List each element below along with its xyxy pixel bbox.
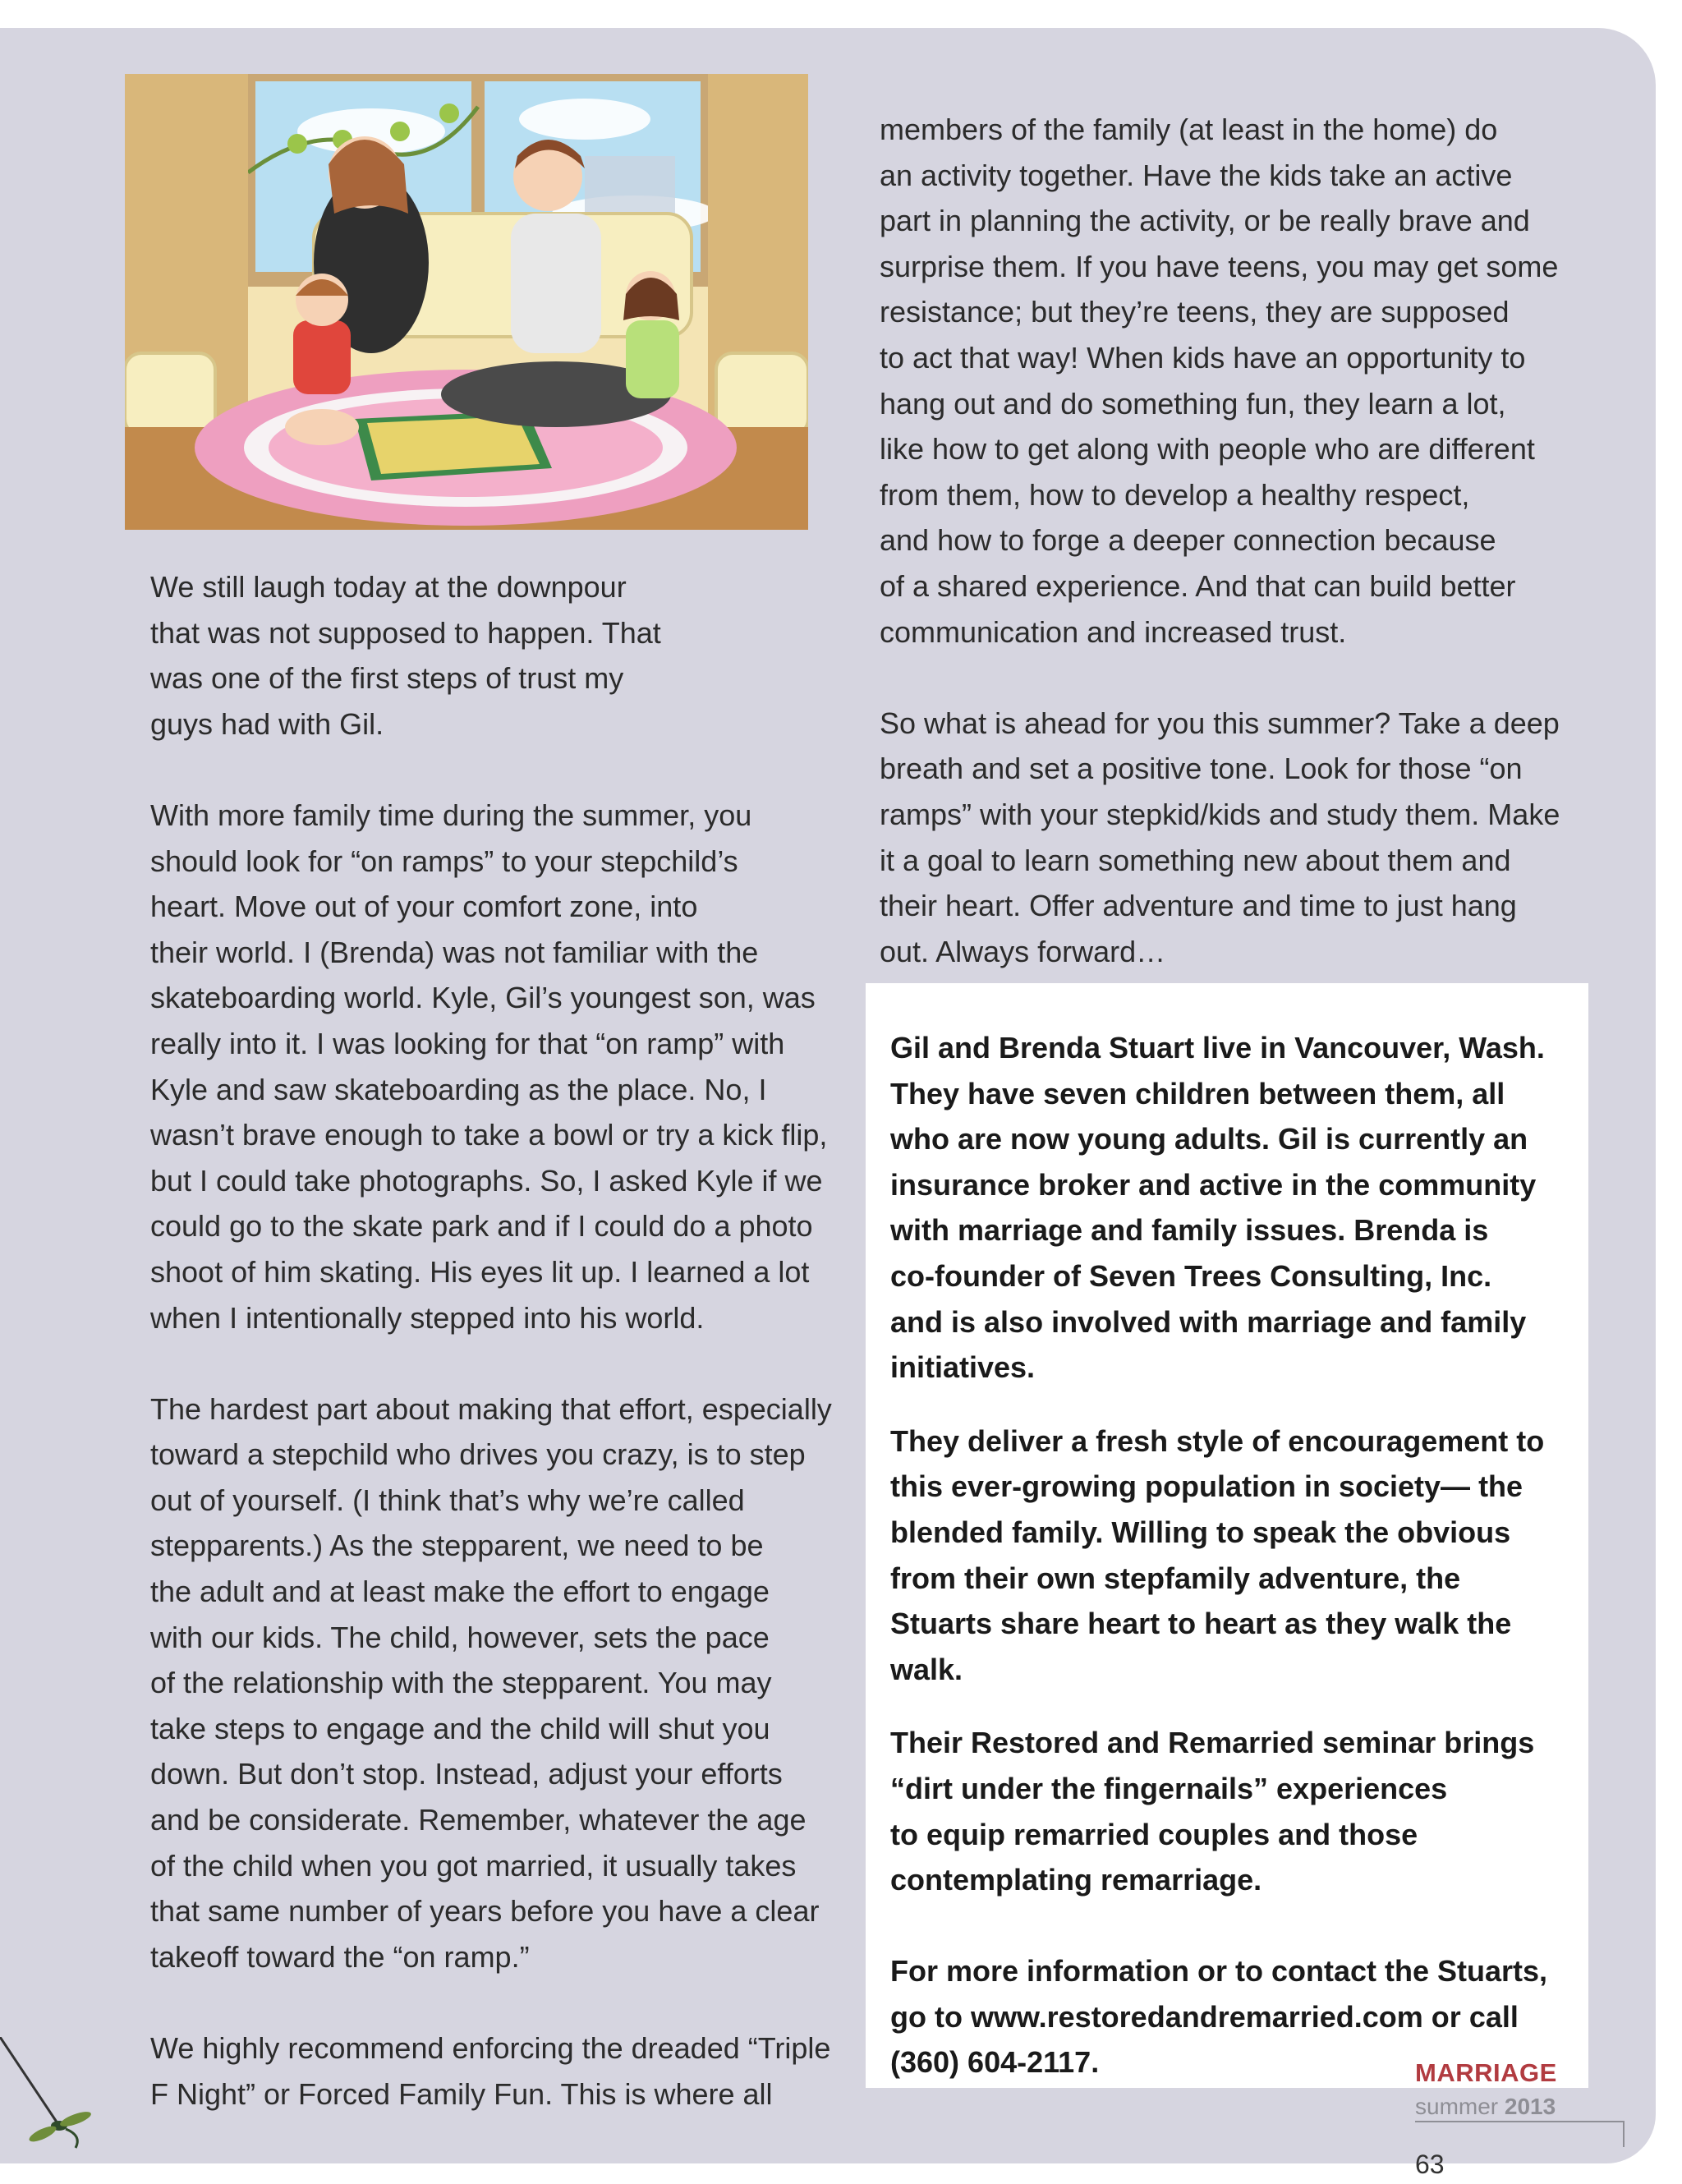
left-column bbox=[150, 564, 857, 2117]
left-para-2-line-3: heart. Move out of your comfort zone, into bbox=[150, 890, 698, 924]
bio-contact-line-1: For more information or to contact the Stuarts, bbox=[890, 1954, 1548, 1989]
bio-para-3-line-1: Their Restored and Remarried seminar brings bbox=[890, 1726, 1535, 1760]
right-para-2-line-4: it a goal to learn something new about them and bbox=[880, 843, 1511, 877]
bio-para-2-line-2: this ever-growing population in society— the bbox=[890, 1469, 1523, 1504]
bio-para-2-line-5: Stuarts share heart to heart as they walk the bbox=[890, 1607, 1512, 1641]
bio-para-3-line-3: to equip remarried couples and those bbox=[890, 1817, 1418, 1851]
paragraph-gap bbox=[890, 1903, 1588, 1949]
left-para-2-line-1: With more family time during the summer, you bbox=[150, 798, 752, 832]
bio-contact-line-2: go to www.restoredandremarried.com or call bbox=[890, 1999, 1519, 2034]
page-folio bbox=[1415, 2058, 1629, 2121]
page-number: 63 bbox=[1415, 2150, 1445, 2179]
dragonfly-icon bbox=[0, 2037, 115, 2160]
right-para-2-line-5: their heart. Offer adventure and time to just hang bbox=[880, 889, 1517, 923]
right-para-1-line-1: members of the family (at least in the home) do bbox=[880, 113, 1498, 146]
left-para-3-line-10: and be considerate. Remember, whatever the age bbox=[150, 1803, 807, 1837]
bio-para-2-line-1: They deliver a fresh style of encouragement to bbox=[890, 1423, 1545, 1458]
paragraph-gap bbox=[890, 1391, 1588, 1418]
left-para-4-line-2: F Night” or Forced Family Fun. This is where all bbox=[150, 2076, 773, 2111]
right-para-1-line-3: part in planning the activity, or be really brave and bbox=[880, 204, 1530, 238]
bio-para-2-line-6: walk. bbox=[890, 1652, 963, 1686]
bio-contact-line-3: (360) 604-2117. bbox=[890, 2045, 1100, 2080]
left-para-4-line-1: We highly recommend enforcing the dreaded “Triple bbox=[150, 2031, 831, 2065]
family-board-game-illustration bbox=[125, 74, 808, 530]
right-para-2-line-6: out. Always forward… bbox=[880, 934, 1166, 968]
bio-para-1-line-2: They have seven children between them, all bbox=[890, 1076, 1505, 1110]
bio-para-1-line-8: initiatives. bbox=[890, 1350, 1036, 1385]
left-para-2-line-11: shoot of him skating. His eyes lit up. I learned a lot bbox=[150, 1254, 810, 1289]
bio-para-3-line-4: contemplating remarriage. bbox=[890, 1863, 1262, 1897]
left-para-3-line-5: the adult and at least make the effort to engage bbox=[150, 1575, 770, 1609]
right-para-1-line-12: communication and increased trust. bbox=[880, 614, 1347, 649]
left-para-2-line-8: wasn’t brave enough to take a bowl or try a kick flip, bbox=[150, 1118, 828, 1152]
right-para-1-line-5: resistance; but they’re teens, they are supposed bbox=[880, 295, 1510, 329]
folio-rule-tick bbox=[1623, 2121, 1625, 2147]
bio-para-1-line-5: with marriage and family issues. Brenda is bbox=[890, 1213, 1489, 1248]
right-para-2-line-2: breath and set a positive tone. Look for those “on bbox=[880, 752, 1523, 786]
left-para-3-line-13: takeoff toward the “on ramp.” bbox=[150, 1939, 530, 1974]
bio-para-1-line-1: Gil and Brenda Stuart live in Vancouver, Wash. bbox=[890, 1031, 1545, 1064]
left-para-2-line-2: should look for “on ramps” to your stepchild’s bbox=[150, 844, 738, 878]
left-para-1-line-1: We still laugh today at the downpour bbox=[150, 570, 627, 604]
right-para-1-line-9: from them, how to develop a healthy respect, bbox=[880, 477, 1470, 512]
issue-year: 2013 bbox=[1504, 2094, 1556, 2119]
paragraph-gap bbox=[150, 747, 857, 793]
left-para-3-line-8: take steps to engage and the child will shut you bbox=[150, 1711, 770, 1745]
left-para-3-line-9: down. But don’t stop. Instead, adjust your efforts bbox=[150, 1757, 783, 1791]
right-para-1-line-4: surprise them. If you have teens, you may get some bbox=[880, 249, 1559, 283]
bio-para-1-line-4: insurance broker and active in the community bbox=[890, 1167, 1537, 1202]
left-para-3-line-1: The hardest part about making that effort, especially bbox=[150, 1391, 832, 1426]
right-para-2-line-3: ramps” with your stepkid/kids and study them. Make bbox=[880, 797, 1560, 831]
bio-para-1-line-3: who are now young adults. Gil is currently an bbox=[890, 1122, 1528, 1156]
left-para-3-line-12: that same number of years before you have a clear bbox=[150, 1894, 820, 1929]
right-para-1-line-8: like how to get along with people who are different bbox=[880, 432, 1535, 467]
left-para-3-line-3: out of yourself. (I think that’s why we’re called bbox=[150, 1483, 745, 1517]
left-para-2-line-6: really into it. I was looking for that “on ramp” with bbox=[150, 1026, 785, 1060]
left-para-2-line-10: could go to the skate park and if I could do a photo bbox=[150, 1209, 813, 1244]
bio-para-2-line-4: from their own stepfamily adventure, the bbox=[890, 1561, 1461, 1595]
paragraph-gap bbox=[150, 1340, 857, 1386]
issue-label bbox=[1415, 2093, 1629, 2121]
left-para-2-line-5: skateboarding world. Kyle, Gil’s youngest son, was bbox=[150, 981, 816, 1015]
folio-rule bbox=[1415, 2121, 1625, 2122]
right-para-2-line-1: So what is ahead for you this summer? Take a deep bbox=[880, 706, 1560, 740]
right-para-1-line-10: and how to forge a deeper connection because bbox=[880, 523, 1496, 558]
bio-para-1-line-6: co-founder of Seven Trees Consulting, Inc. bbox=[890, 1258, 1492, 1293]
left-para-3-line-7: of the relationship with the stepparent. You may bbox=[150, 1666, 772, 1700]
left-para-2-line-7: Kyle and saw skateboarding as the place. No, I bbox=[150, 1072, 767, 1106]
left-para-1-line-2: that was not supposed to happen. That bbox=[150, 615, 661, 650]
right-para-1-line-7: hang out and do something fun, they learn a lot, bbox=[880, 386, 1506, 421]
author-bio-text bbox=[890, 1025, 1588, 2085]
paragraph-gap bbox=[890, 1692, 1588, 1720]
left-para-3-line-11: of the child when you got married, it usually takes bbox=[150, 1848, 797, 1883]
left-para-3-line-2: toward a stepchild who drives you crazy, is to step bbox=[150, 1437, 806, 1472]
paragraph-gap bbox=[150, 1979, 857, 2025]
left-para-2-line-4: their world. I (Brenda) was not familiar with the bbox=[150, 935, 759, 969]
left-para-1-line-4: guys had with Gil. bbox=[150, 706, 384, 741]
right-column bbox=[880, 107, 1619, 974]
right-para-1-line-11: of a shared experience. And that can build better bbox=[880, 568, 1516, 603]
bio-para-1-line-7: and is also involved with marriage and family bbox=[890, 1304, 1527, 1339]
left-para-2-line-9: but I could take photographs. So, I asked Kyle if we bbox=[150, 1163, 823, 1198]
issue-season: summer bbox=[1415, 2094, 1499, 2119]
left-para-1-line-3: was one of the first steps of trust my bbox=[150, 661, 624, 696]
magazine-name: MARRIAGE bbox=[1415, 2058, 1557, 2087]
paragraph-gap bbox=[880, 655, 1619, 701]
left-para-3-line-4: stepparents.) As the stepparent, we need to be bbox=[150, 1529, 764, 1563]
left-para-2-line-12: when I intentionally stepped into his world. bbox=[150, 1300, 705, 1335]
right-para-1-line-2: an activity together. Have the kids take an active bbox=[880, 158, 1513, 192]
right-para-1-line-6: to act that way! When kids have an opportunity to bbox=[880, 340, 1526, 375]
bio-para-2-line-3: blended family. Willing to speak the obvious bbox=[890, 1515, 1511, 1549]
left-para-3-line-6: with our kids. The child, however, sets the pace bbox=[150, 1620, 770, 1654]
bio-para-3-line-2: “dirt under the fingernails” experiences bbox=[890, 1771, 1448, 1805]
